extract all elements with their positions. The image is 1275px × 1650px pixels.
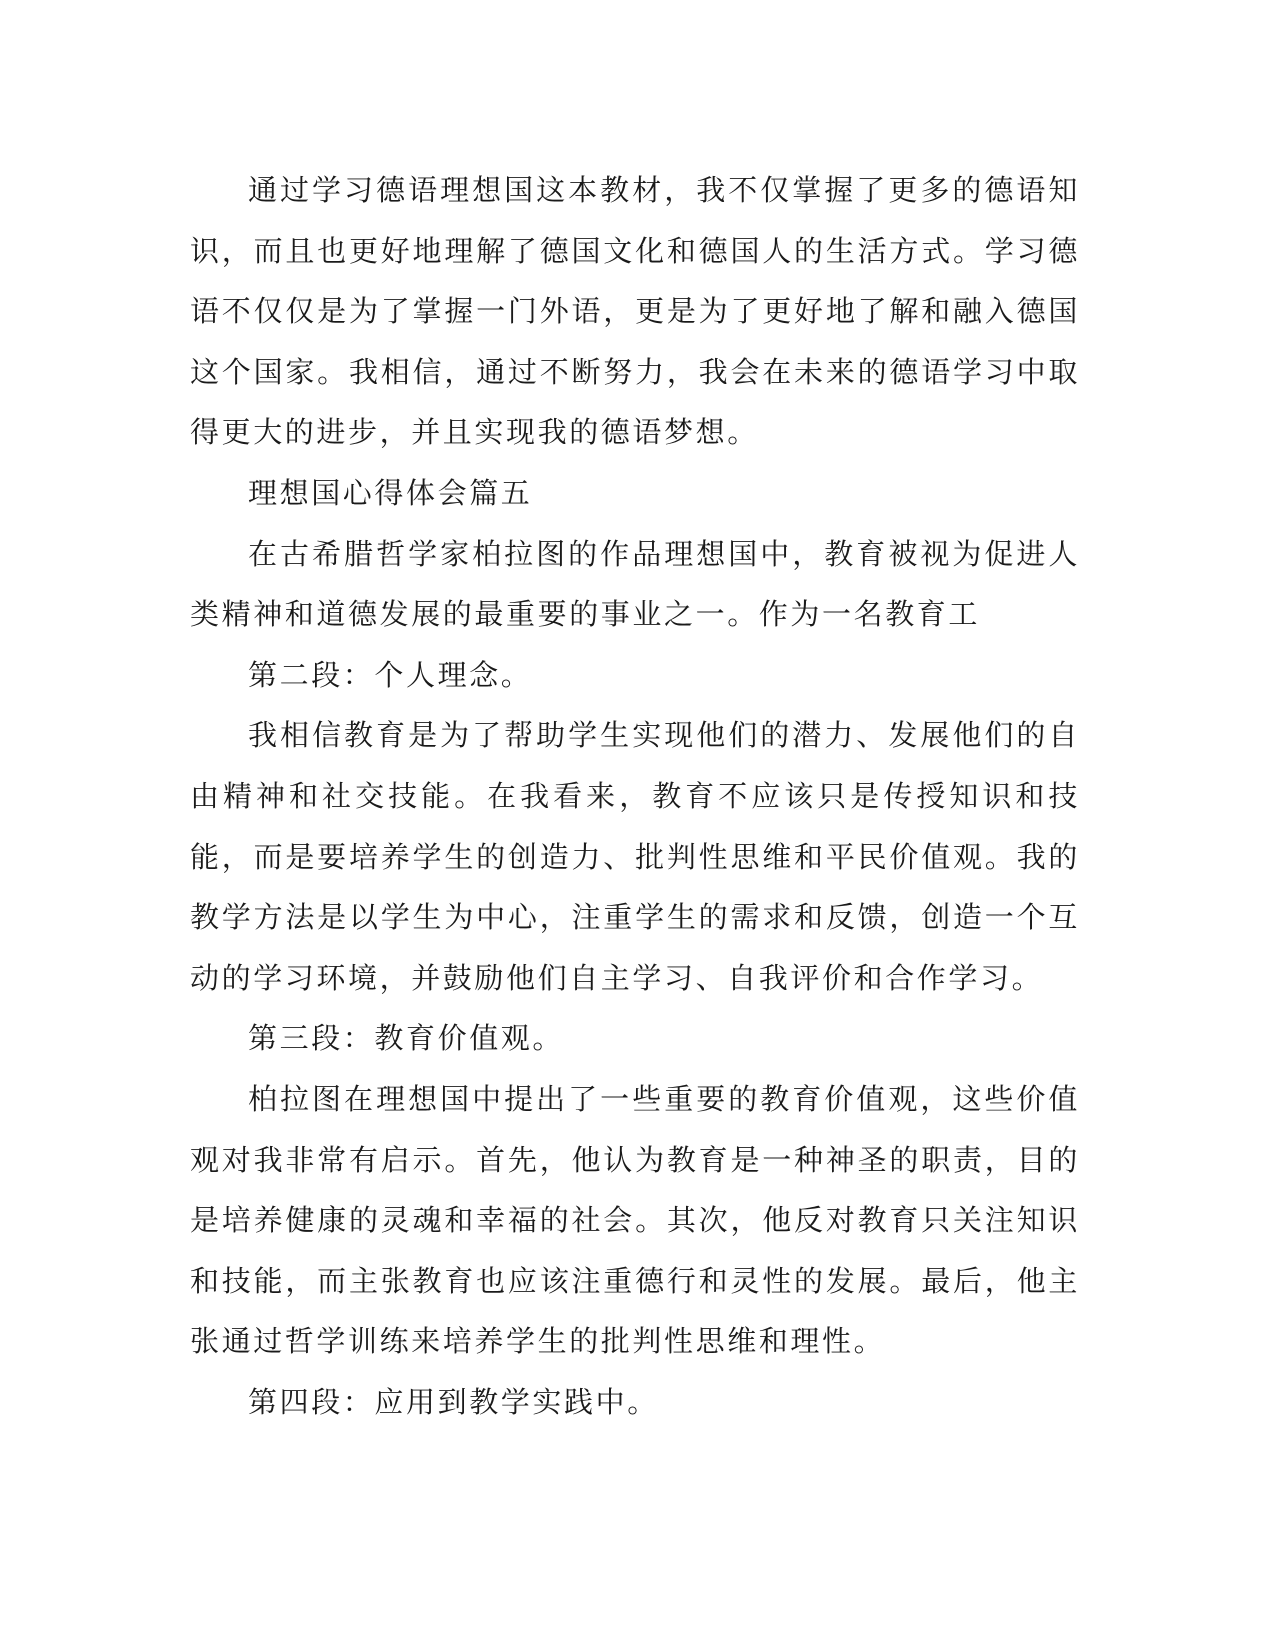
paragraph-german-study: 通过学习德语理想国这本教材，我不仅掌握了更多的德语知识，而且也更好地理解了德国文化和德国人的生活方式。学习德语不仅仅是为了掌握一门外语，更是为了更好地了解和融入德国这个国家。我相信，通过不断努力，我会在未来的德语学习中取得更大的进步，并且实现我的德语梦想。: [190, 173, 1080, 450]
section-heading-part-five: 理想国心得体会篇五: [248, 475, 533, 510]
document-body: [190, 160, 1080, 1432]
paragraph-plato-education: 在古希腊哲学家柏拉图的作品理想国中，教育被视为促进人类精神和道德发展的最重要的事业之一。作为一名教育工: [190, 536, 1080, 632]
section-heading-personal-philosophy: 第二段：个人理念。: [248, 657, 533, 692]
paragraph-education-values: 柏拉图在理想国中提出了一些重要的教育价值观，这些价值观对我非常有启示。首先，他认为教育是一种神圣的职责，目的是培养健康的灵魂和幸福的社会。其次，他反对教育只关注知识和技能，而主张教育也应该注重德行和灵性的发展。最后，他主张通过哲学训练来培养学生的批判性思维和理性。: [190, 1081, 1080, 1359]
section-heading-education-values: 第三段：教育价值观。: [248, 1021, 565, 1056]
section-heading-teaching-practice: 第四段：应用到教学实践中。: [248, 1384, 659, 1419]
paragraph-personal-philosophy: 我相信教育是为了帮助学生实现他们的潜力、发展他们的自由精神和社交技能。在我看来，教育不应该只是传授知识和技能，而是要培养学生的创造力、批判性思维和平民价值观。我的教学方法是以学生为中心，注重学生的需求和反馈，创造一个互动的学习环境，并鼓励他们自主学习、自我评价和合作学习。: [190, 718, 1080, 995]
